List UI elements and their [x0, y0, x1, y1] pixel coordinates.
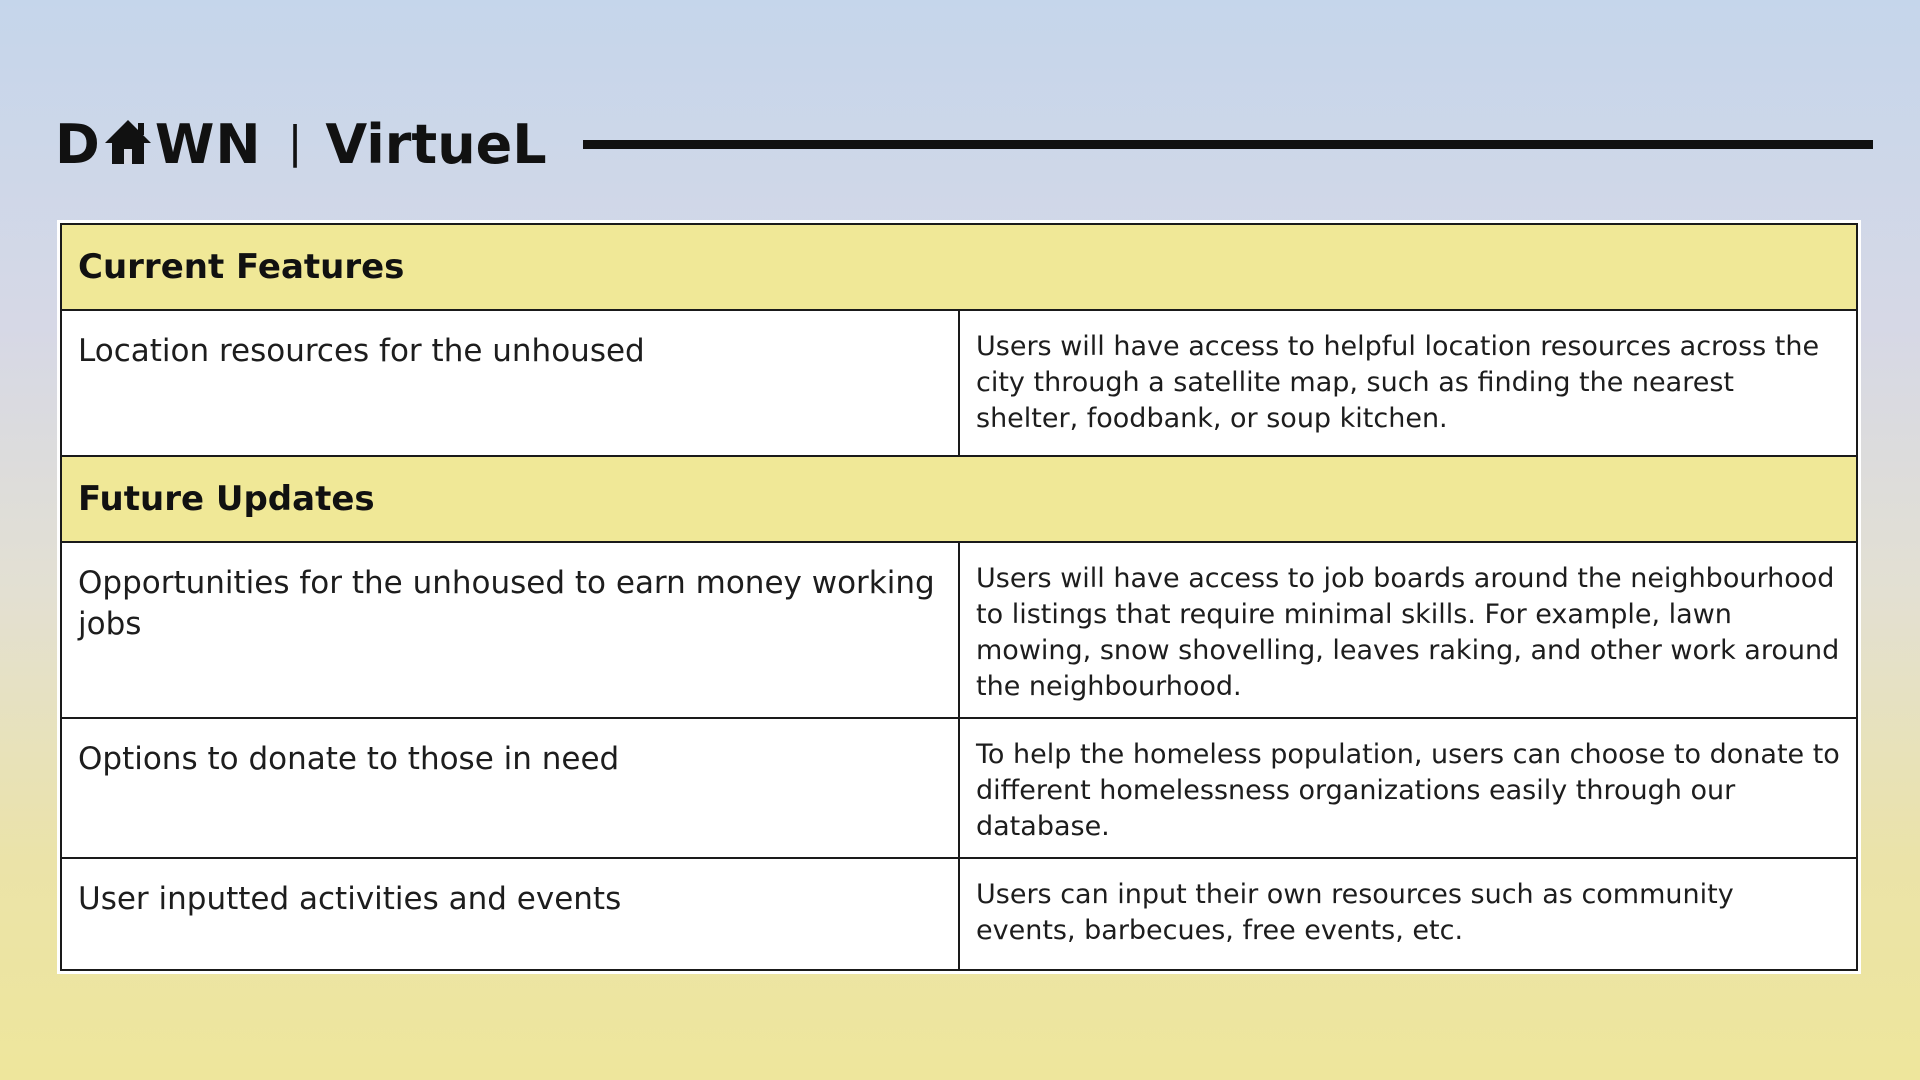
table-row	[61, 718, 1857, 858]
slide-header	[55, 108, 1873, 180]
brand-logo	[55, 113, 547, 176]
section-row-future	[61, 456, 1857, 542]
feature-description: Users will have access to helpful location resources across the city through a satellite map, such as finding the nearest shelter, foodbank, or soup kitchen.	[959, 310, 1857, 456]
house-icon	[103, 117, 153, 167]
header-rule	[583, 140, 1873, 149]
feature-description: Users will have access to job boards around the neighbourhood to listings that require minimal skills. For example, lawn mowing, snow shovelling, leaves raking, and other work around the neighbourhood.	[959, 542, 1857, 718]
feature-label: Location resources for the unhoused	[61, 310, 959, 456]
feature-label: Opportunities for the unhoused to earn money working jobs	[61, 542, 959, 718]
section-title-future: Future Updates	[61, 456, 1857, 542]
features-table	[60, 223, 1858, 971]
feature-description: To help the homeless population, users can choose to donate to different homelessness organizations easily through our database.	[959, 718, 1857, 858]
table-row	[61, 858, 1857, 970]
section-row-current	[61, 224, 1857, 310]
feature-label: Options to donate to those in need	[61, 718, 959, 858]
feature-label: User inputted activities and events	[61, 858, 959, 970]
brand-suffix: WN	[154, 112, 262, 176]
brand-separator: |	[287, 116, 304, 168]
table-row	[61, 310, 1857, 456]
product-name: VirtueL	[325, 112, 547, 176]
table-row	[61, 542, 1857, 718]
feature-description: Users can input their own resources such as community events, barbecues, free events, etc.	[959, 858, 1857, 970]
features-table-container	[57, 220, 1861, 974]
brand-prefix: D	[55, 112, 101, 176]
section-title-current: Current Features	[61, 224, 1857, 310]
